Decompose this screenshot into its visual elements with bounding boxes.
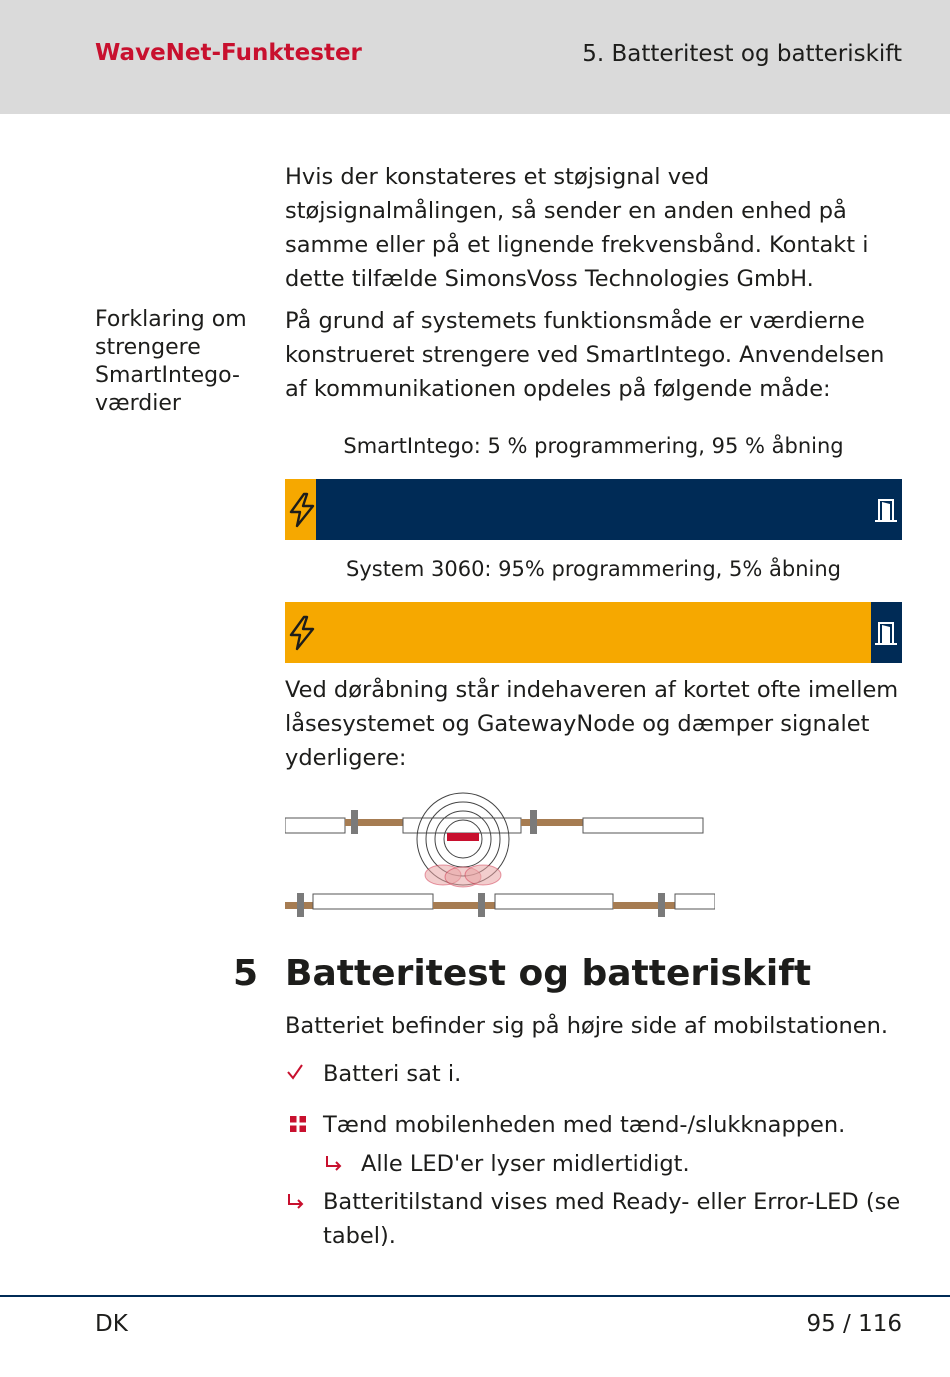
door-icon bbox=[873, 497, 899, 523]
bar-caption-system3060: System 3060: 95% programmering, 5% åbning bbox=[346, 557, 841, 581]
lock-device bbox=[447, 833, 479, 841]
footer-language: DK bbox=[95, 1311, 128, 1337]
action-step-icon bbox=[290, 1116, 306, 1132]
section-number: 5 bbox=[233, 953, 259, 994]
result-arrow-icon bbox=[287, 1193, 305, 1209]
footer-page-number: 95 / 116 bbox=[806, 1311, 902, 1337]
door-icon bbox=[873, 620, 899, 646]
result-arrow-icon bbox=[325, 1155, 343, 1171]
margin-note: Forklaring om strengere SmartIntego-værdier bbox=[95, 307, 247, 416]
result-item: Batteritilstand vises med Ready- eller Error-LED (se tabel). bbox=[323, 1189, 901, 1249]
prerequisite-item: Batteri sat i. bbox=[323, 1061, 462, 1087]
ratio-bar-smartintego bbox=[285, 479, 902, 540]
action-result-item: Alle LED'er lyser midlertidigt. bbox=[361, 1151, 690, 1177]
page-header bbox=[0, 0, 950, 114]
lightning-icon bbox=[286, 615, 318, 651]
programming-segment bbox=[285, 602, 871, 663]
action-item: Tænd mobilenheden med tænd-/slukknappen. bbox=[323, 1112, 846, 1138]
footer-rule bbox=[0, 1295, 950, 1297]
checkmark-icon bbox=[286, 1063, 304, 1081]
brand-title: WaveNet-Funktester bbox=[95, 40, 362, 66]
section-title: Batteritest og batteriskift bbox=[285, 953, 812, 994]
bar-caption-smartintego: SmartIntego: 5 % programmering, 95 % åbning bbox=[343, 434, 844, 458]
ratio-bar-system3060 bbox=[285, 602, 902, 663]
door-paragraph: Ved døråbning står indehaveren af kortet ofte imellem låsesystemet og GatewayNode og dæmper signalet yderligere: bbox=[285, 677, 899, 771]
lightning-icon bbox=[286, 492, 318, 528]
intro-paragraph: Hvis der konstateres et støjsignal ved støjsignalmålingen, så sender en anden enhed på samme eller på et lignende frekvensbånd. Kontakt i dette tilfælde SimonsVoss Technologies GmbH. bbox=[285, 164, 869, 292]
chapter-title: 5. Batteritest og batteriskift bbox=[582, 41, 902, 67]
opening-segment bbox=[316, 479, 902, 540]
section-lead: Batteriet befinder sig på højre side af mobilstationen. bbox=[285, 1013, 889, 1039]
explanation-paragraph: På grund af systemets funktionsmåde er værdierne konstrueret strengere ved SmartIntego. Anvendelsen af kommunikationen opdeles på følgende måde: bbox=[285, 308, 885, 402]
damping-zone bbox=[425, 865, 501, 887]
signal-damping-diagram bbox=[285, 783, 715, 923]
